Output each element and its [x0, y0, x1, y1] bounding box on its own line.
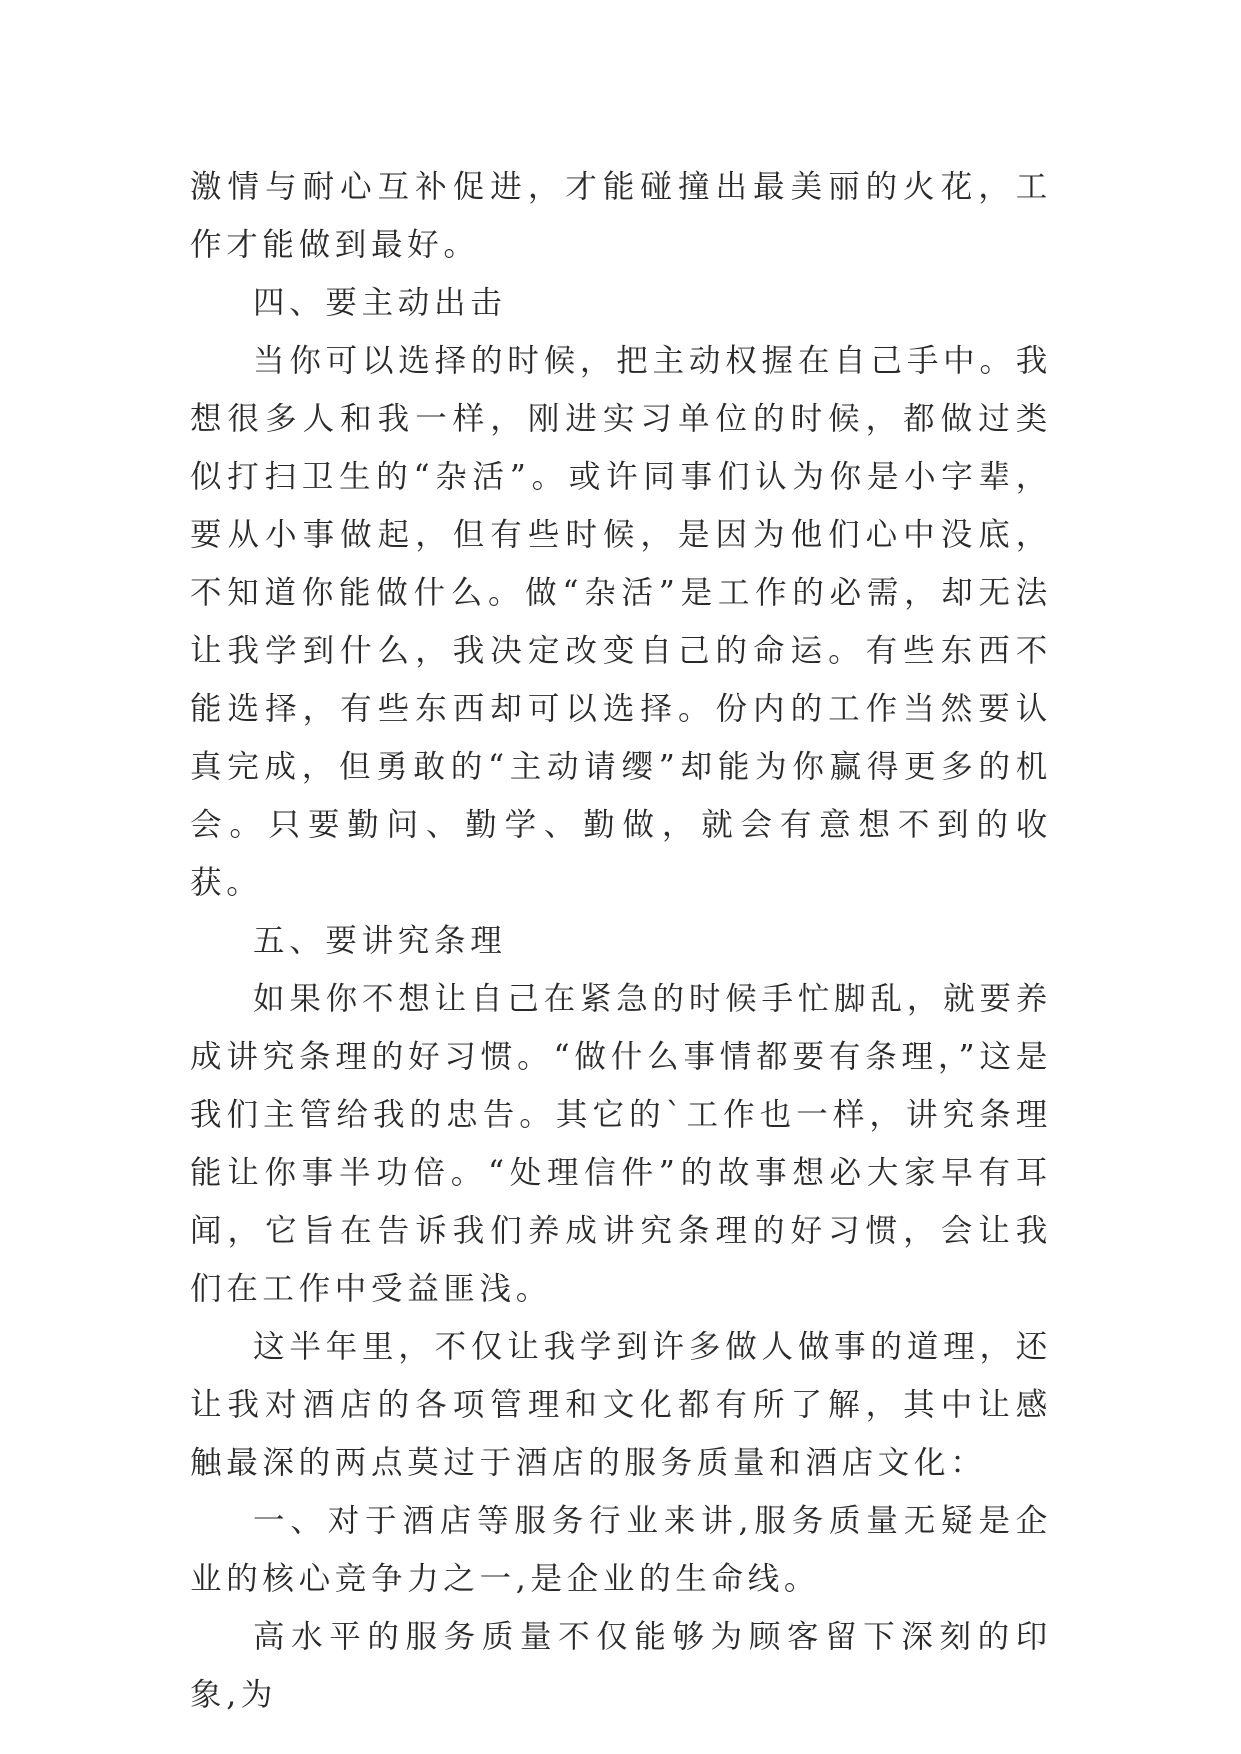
- paragraph-high-level-service: 高水平的服务质量不仅能够为顾客留下深刻的印象,为: [190, 1619, 1052, 1713]
- section-heading-four: 四、要主动出击: [253, 285, 507, 321]
- paragraph-continuation: 激情与耐心互补促进，才能碰撞出最美丽的火花，工作才能做到最好。: [190, 169, 1052, 263]
- paragraph-be-organized: 如果你不想让自己在紧急的时候手忙脚乱，就要养成讲究条理的好习惯。“做什么事情都要有条理，”这是我们主管给我的忠告。其它的`工作也一样，讲究条理能让你事半功倍。“处理信件”的故事想必大家早有耳闻，它旨在告诉我们养成讲究条理的好习惯，会让我们在工作中受益匪浅。: [190, 981, 1052, 1307]
- paragraph-half-year-summary: 这半年里，不仅让我学到许多做人做事的道理，还让我对酒店的各项管理和文化都有所了解，其中让感触最深的两点莫过于酒店的服务质量和酒店文化：: [190, 1329, 1052, 1481]
- document-body: [190, 158, 1052, 1724]
- paragraph-be-proactive: 当你可以选择的时候，把主动权握在自己手中。我想很多人和我一样，刚进实习单位的时候，都做过类似打扫卫生的“杂活”。或许同事们认为你是小字辈，要从小事做起，但有些时候，是因为他们心中没底，不知道你能做什么。做“杂活”是工作的必需，却无法让我学到什么，我决定改变自己的命运。有些东西不能选择，有些东西却可以选择。份内的工作当然要认真完成，但勇敢的“主动请缨”却能为你赢得更多的机会。只要勤问、勤学、勤做，就会有意想不到的收获。: [190, 343, 1052, 901]
- paragraph-service-quality: 一、对于酒店等服务行业来讲,服务质量无疑是企业的核心竞争力之一,是企业的生命线。: [190, 1503, 1052, 1597]
- section-heading-five: 五、要讲究条理: [253, 923, 507, 959]
